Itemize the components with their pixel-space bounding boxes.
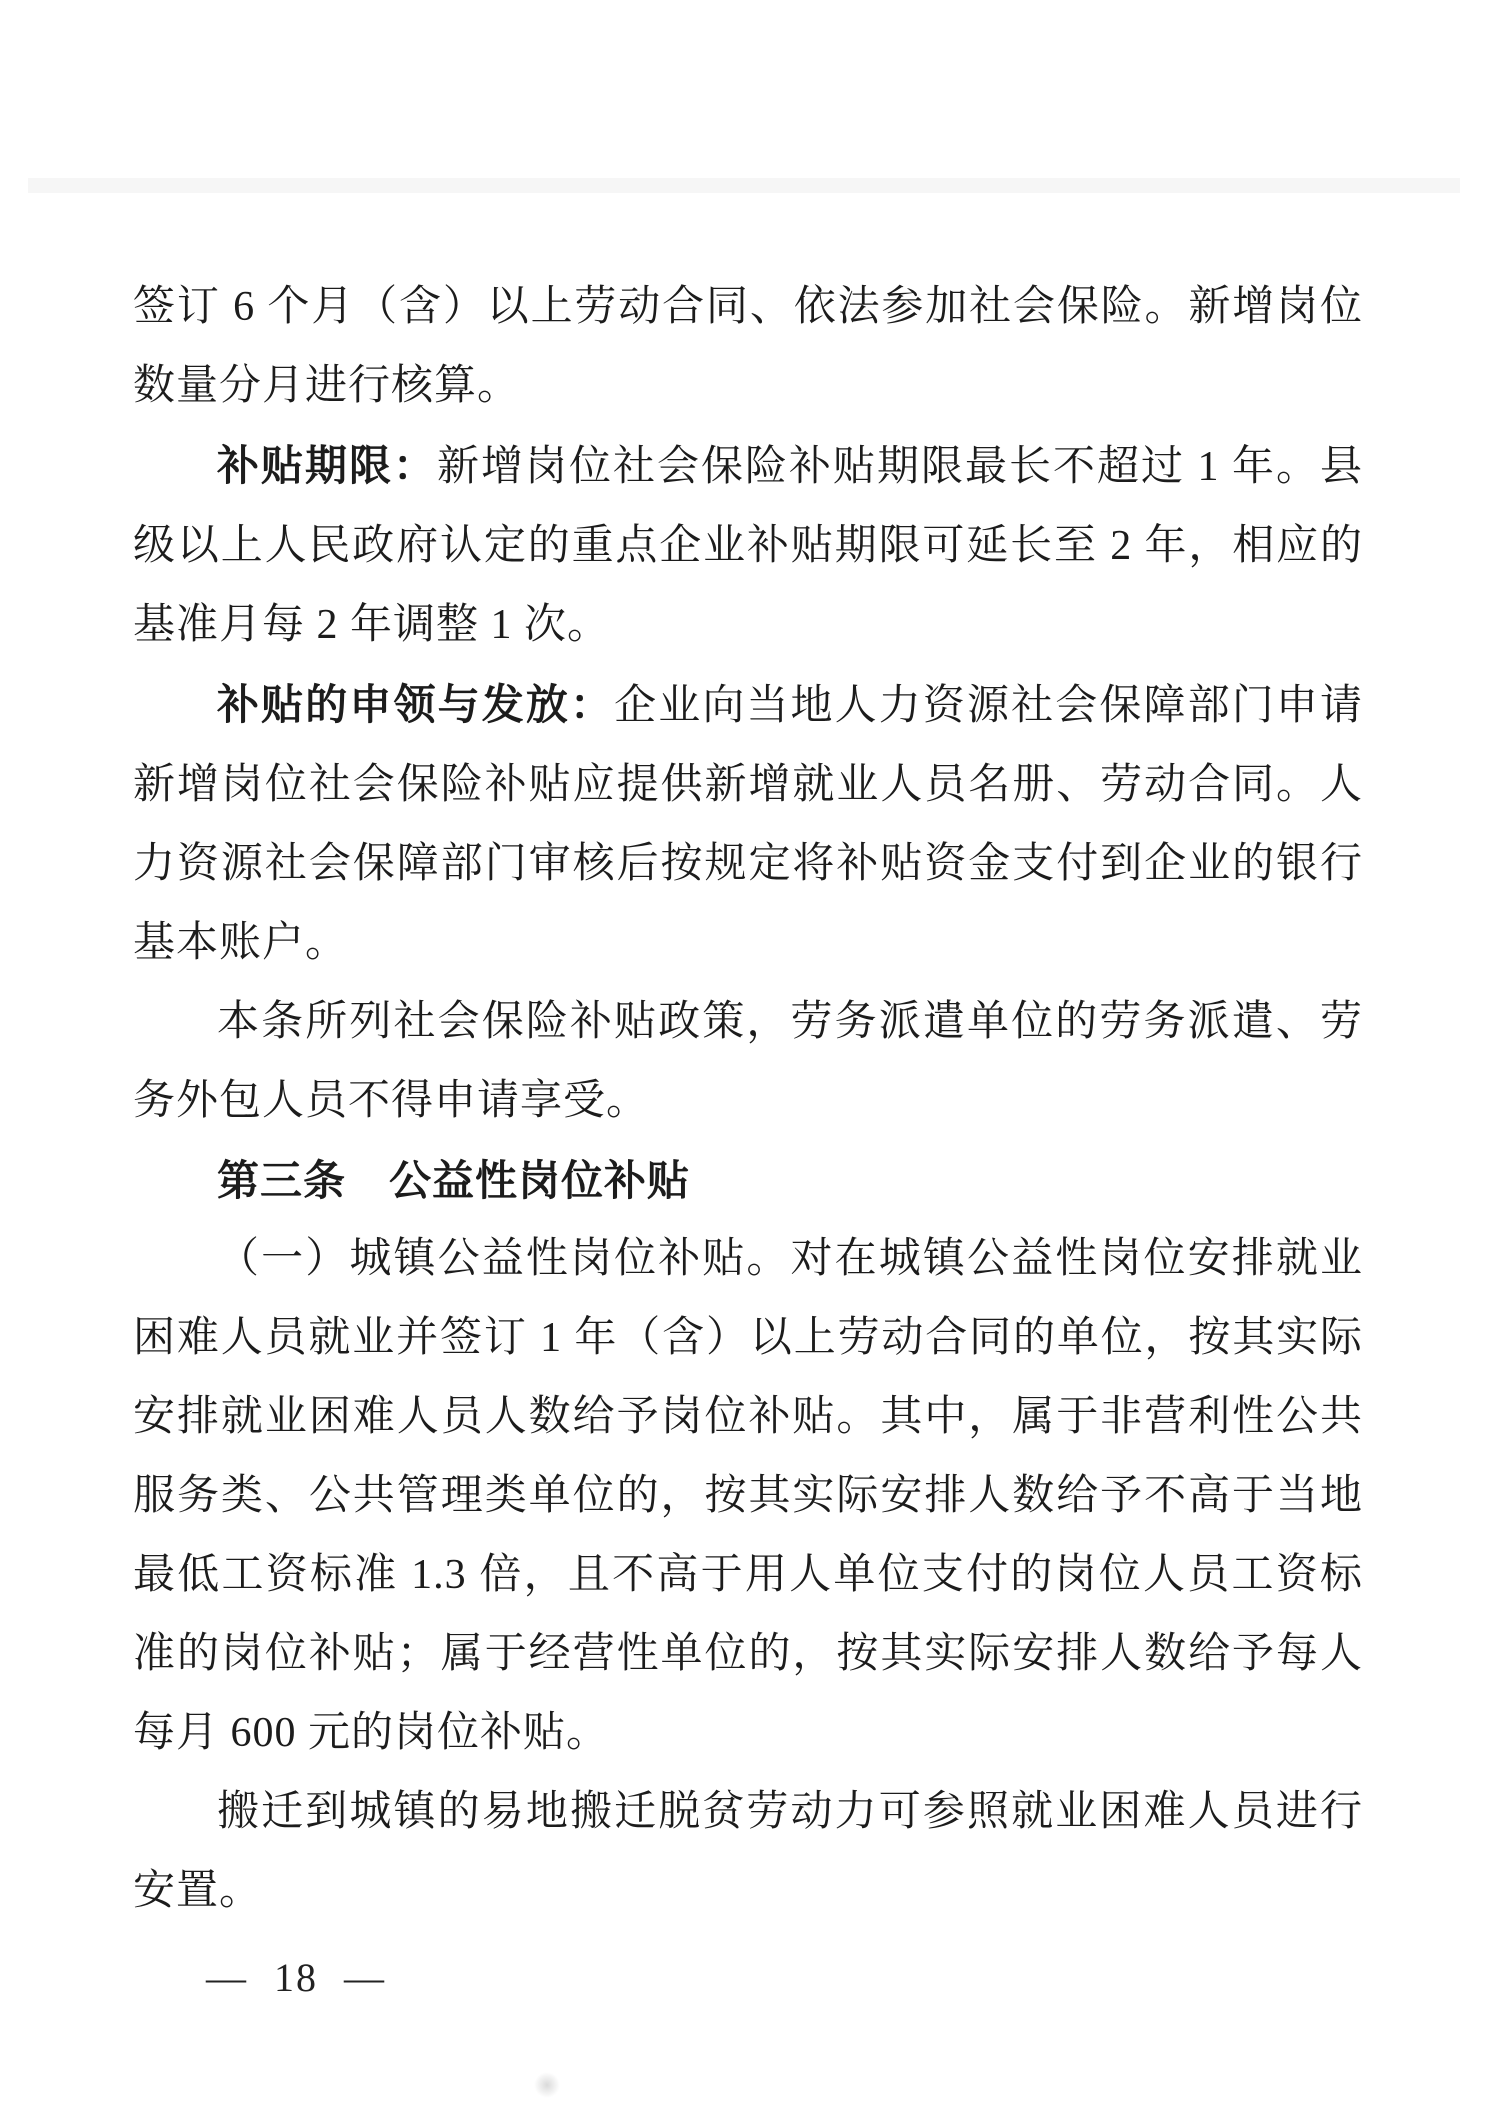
paragraph-urban-public-welfare-post-subsidy: （一）城镇公益性岗位补贴。对在城镇公益性岗位安排就业困难人员就业并签订 1 年（含）以上劳动合同的单位，按其实际安排就业困难人员人数给予岗位补贴。其中，属于非营利性公共服务类、公共管理类单位的，按其实际安排人数给予不高于当地最低工资标准 1.3 倍，且不高于用人单位支付的岗位人员工资标准的岗位补贴；属于经营性单位的，按其实际安排人数给予每人每月 600 元的岗位补贴。 [133, 1236, 1363, 1756]
paragraph-dispatch-exclusion: 本条所列社会保险补贴政策，劳务派遣单位的劳务派遣、劳务外包人员不得申请享受。 [133, 999, 1363, 1124]
page-number-footer [206, 1956, 386, 2000]
page-number-text: — 18 — [206, 1955, 386, 2000]
document-body [133, 268, 1363, 1931]
paragraph-labor-contract-continuation: 签订 6 个月（含）以上劳动合同、依法参加社会保险。新增岗位数量分月进行核算。 [133, 284, 1363, 409]
heading-article-3-public-welfare-post-subsidy: 第三条 公益性岗位补贴 [217, 1157, 691, 1204]
subsidy-period-bold-label: 补贴期限： [217, 442, 437, 489]
subsidy-period-text: 新增岗位社会保险补贴期限最长不超过 1 年。县级以上人民政府认定的重点企业补贴期限可延长至 2 年，相应的基准月每 2 年调整 1 次。 [133, 444, 1363, 648]
subsidy-application-text: 企业向当地人力资源社会保障部门申请新增岗位社会保险补贴应提供新增就业人员名册、劳动合同。人力资源社会保障部门审核后按规定将补贴资金支付到企业的银行基本账户。 [133, 683, 1363, 966]
scan-artifact-band [28, 178, 1460, 193]
paragraph-subsidy-period [133, 426, 1363, 665]
scan-artifact-smudge [534, 2072, 560, 2098]
subsidy-application-bold-label: 补贴的申领与发放： [217, 681, 615, 728]
paragraph-subsidy-application [133, 665, 1363, 983]
paragraph-relocated-labor-placement: 搬迁到城镇的易地搬迁脱贫劳动力可参照就业困难人员进行安置。 [133, 1789, 1363, 1914]
